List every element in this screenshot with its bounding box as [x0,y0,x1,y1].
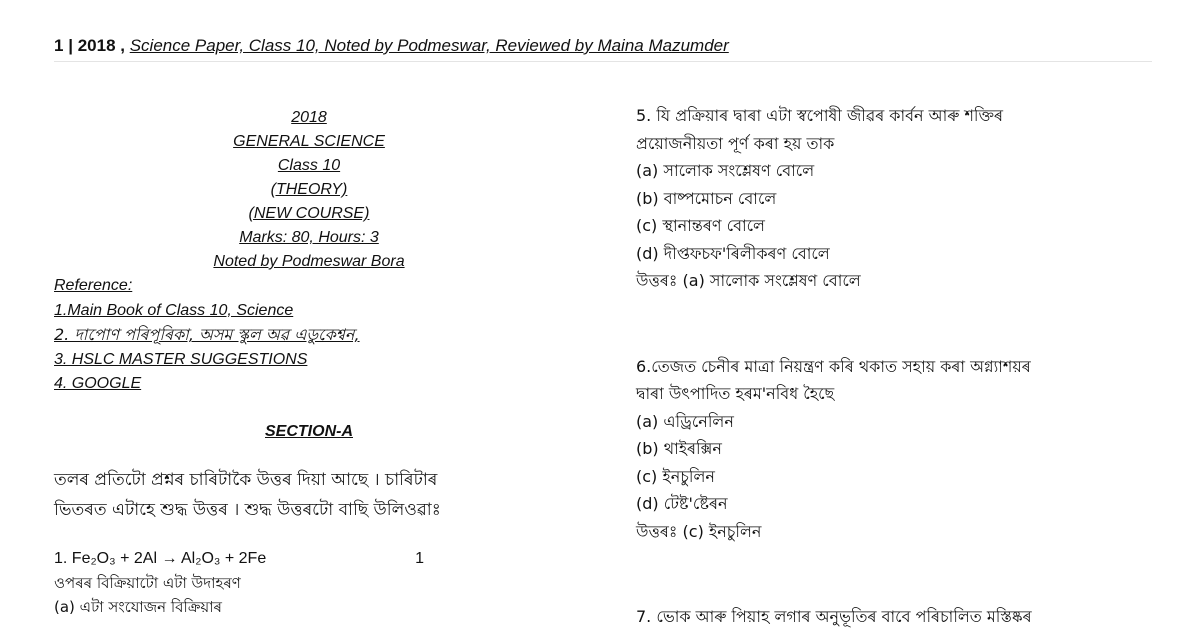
title-course: (NEW COURSE) [248,205,370,222]
question-text: প্ৰয়োজনীয়তা পূৰ্ণ কৰা হয় তাক [636,133,835,153]
title-marks-hours: Marks: 80, Hours: 3 [239,229,379,246]
left-column [54,106,524,619]
header-divider [54,61,1152,62]
question-1 [54,547,524,619]
reference-item: 3. HSLC MASTER SUGGESTIONS [54,350,308,368]
question-text: 6.তেজত চেনীৰ মাত্ৰা নিয়ন্ত্ৰণ কৰি থকাত সহায় কৰা অগ্ন্যাশয়ৰ [636,356,1031,376]
references [54,274,524,397]
option: (a) এড্ৰিনেলিন [636,411,734,431]
chemical-equation: Fe₂O₃ + 2Al → Al₂O₃ + 2Fe [71,549,267,567]
section-title: SECTION-A [265,422,353,440]
title-class: Class 10 [277,157,341,174]
question-text: দ্বাৰা উৎপাদিত হৰম'নবিধ হৈছে [636,384,835,403]
option: (b) বাষ্পমোচন বোলে [636,188,777,208]
title-year: 2018 [291,109,327,126]
question-text: 5. যি প্ৰক্ৰিয়াৰ দ্বাৰা এটা স্বপোষী জীৱৰ কাৰ্বন আৰু শক্তিৰ [636,106,1004,125]
right-column [636,102,1146,631]
option: (d) দীপ্তফচফ'ৰিলীকৰণ বোলে [636,243,830,263]
title-noted-by: Noted by Podmeswar Bora [213,253,405,270]
reference-item: 4. GOOGLE [54,375,142,392]
option-a: (a) এটা সংযোজন বিক্ৰিয়াৰ [54,597,222,616]
instruction-line: তলৰ প্ৰতিটো প্ৰশ্নৰ চাৰিটাকৈ উত্তৰ দিয়া আছে । চাৰিটাৰ [54,469,438,490]
answer: উত্তৰঃ (c) ইনচুলিন [636,521,762,541]
title-type: (THEORY) [270,181,348,198]
header-subtitle-link[interactable]: Science Paper, Class 10, Noted by Podmeswar, Reviewed by Maina Mazumder [129,36,729,55]
option: (c) স্থানান্তৰণ বোলে [636,216,765,235]
option: (d) টেষ্ট'ষ্টেৰন [636,494,728,513]
question-5 [636,102,1146,295]
question-marks: 1 [415,549,424,567]
section-instruction [54,465,514,525]
header-separator: | [68,36,73,55]
title-subject: GENERAL SCIENCE [233,133,385,150]
title-block [54,106,564,274]
option: (b) থাইৰক্সিন [636,439,722,458]
reference-item: 2. দাপোণ পৰিপূৰিকা, অসম স্কুল অৱ এডুকেশ্বন, [54,325,360,344]
answer: উত্তৰঃ (a) সালোক সংশ্লেষণ বোলে [636,271,861,290]
page-header [54,36,729,56]
question-1-equation-row [54,547,424,571]
instruction-line: ভিতৰত এটাহে শুদ্ধ উত্তৰ । শুদ্ধ উত্তৰটো বাছি উলিওৱাঃ [54,499,441,520]
question-number: 1. [54,549,68,567]
question-text: 7. ভোক আৰু পিয়াহ লগাৰ অনুভূতিৰ বাবে পৰিচালিত মস্তিষ্কৰ [636,607,1032,626]
reference-item: 1.Main Book of Class 10, Science [54,301,294,319]
page-number: 1 [54,36,64,55]
references-heading: Reference: [54,277,133,294]
question-7 [636,603,1146,631]
question-6 [636,353,1146,546]
question-text: ওপৰৰ বিক্ৰিয়াটো এটা উদাহৰণ [54,573,241,592]
header-year: 2018 , [77,36,125,55]
option: (c) ইনচুলিন [636,466,715,486]
option: (a) সালোক সংশ্লেষণ বোলে [636,161,815,180]
